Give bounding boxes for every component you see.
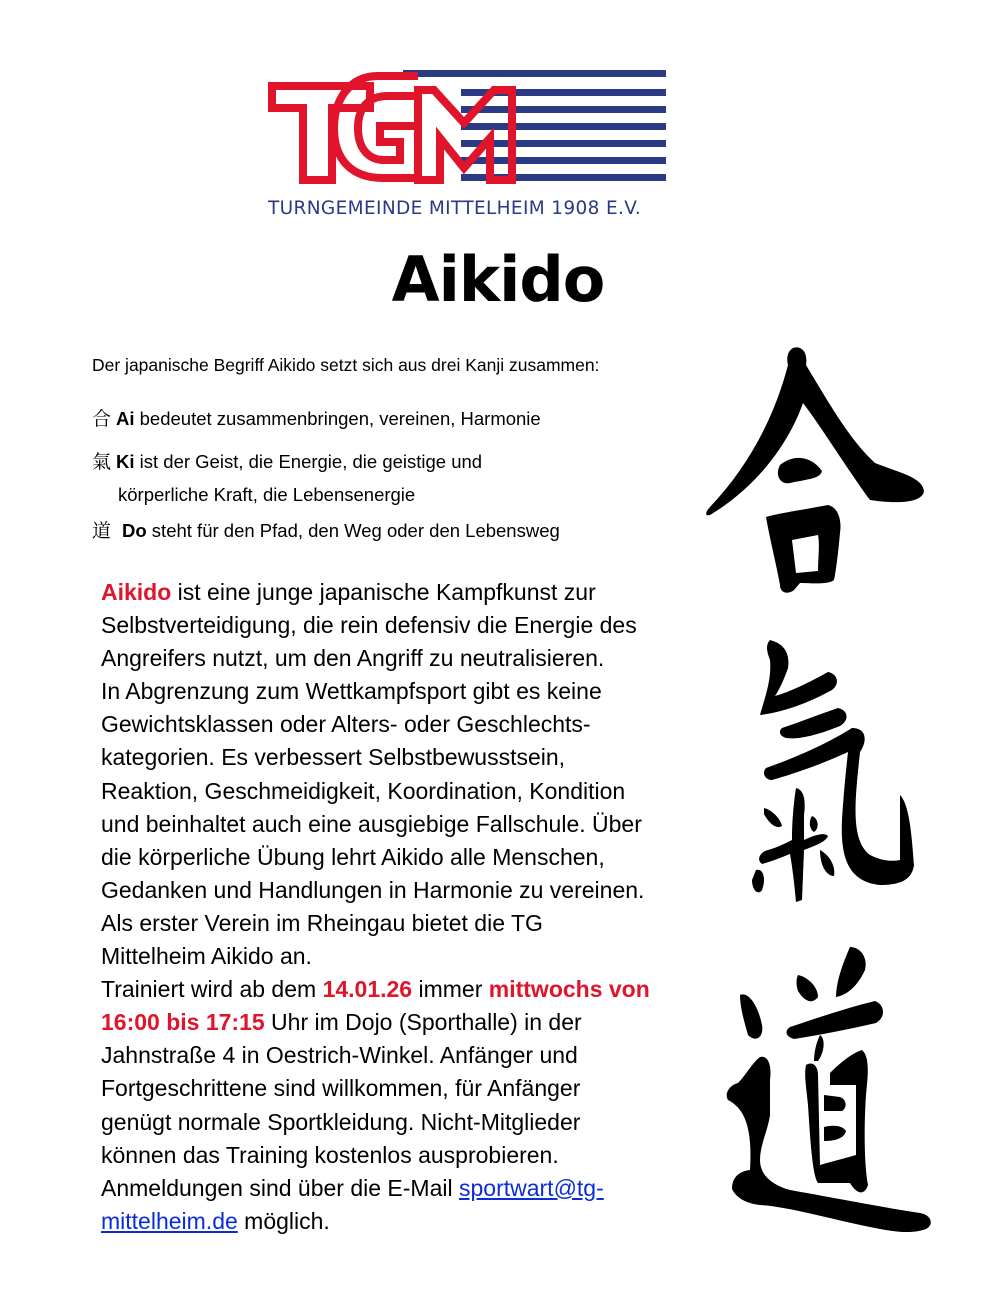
kanji-ai-brush-icon	[706, 347, 924, 592]
body-line: Gewichtsklassen oder Alters- oder Geschlechts-	[101, 711, 591, 738]
registration-text: Anmeldungen sind über die E-Mail	[101, 1174, 459, 1201]
kanji-ki-brush-icon	[752, 640, 914, 902]
kanji-do-glyph: 道	[92, 520, 112, 542]
schedule-line	[101, 1006, 711, 1039]
body-line: Als erster Verein im Rheingau bietet die TG	[101, 909, 543, 936]
kanji-ai-glyph: 合	[92, 408, 112, 430]
schedule-text: Trainiert wird ab dem	[101, 976, 323, 1003]
aikido-calligraphy	[700, 345, 940, 1245]
calligraphy-graphic	[700, 345, 940, 1245]
kanji-item-ki	[92, 448, 482, 476]
body-line-text: ist eine junge japanische Kampfkunst zur	[171, 579, 596, 605]
kanji-do-brush-icon	[727, 947, 931, 1232]
body-line: Gedanken und Handlungen in Harmonie zu vereinen.	[101, 876, 645, 903]
body-line: Fortgeschrittene sind willkommen, für Anfänger	[101, 1075, 581, 1102]
tgm-logo-graphic	[268, 68, 670, 198]
kanji-definition: bedeutet zusammenbringen, vereinen, Harmonie	[134, 408, 541, 429]
body-line: Angreifers nutzt, um den Angriff zu neutralisieren.	[101, 645, 605, 672]
body-line: genügt normale Sportkleidung. Nicht-Mitglieder	[101, 1108, 581, 1135]
kanji-ki-glyph: 氣	[92, 451, 112, 473]
body-line: und beinhaltet auch eine ausgiebige Fallschule. Über	[101, 810, 642, 837]
body-line: kategorien. Es verbessert Selbstbewusstsein,	[101, 744, 566, 771]
email-link[interactable]: sportwart@tg-	[458, 1174, 604, 1201]
kanji-term: Ai	[116, 408, 135, 429]
start-date: 14.01.26	[322, 976, 413, 1003]
body-line: die körperliche Übung lehrt Aikido alle Menschen,	[101, 843, 605, 870]
registration-line	[101, 1205, 711, 1238]
body-line: können das Training kostenlos ausprobieren.	[101, 1141, 559, 1168]
aikido-highlight: Aikido	[101, 579, 172, 605]
intro-text: Der japanische Begriff Aikido setzt sich aus drei Kanji zusammen:	[92, 355, 600, 375]
body-line: Mittelheim Aikido an.	[101, 943, 312, 970]
description-body	[101, 576, 711, 1238]
schedule-line	[101, 973, 711, 1006]
registration-line	[101, 1172, 711, 1205]
kanji-item-ki-continuation	[118, 481, 415, 509]
body-line: In Abgrenzung zum Wettkampfsport gibt es keine	[101, 678, 602, 705]
schedule-text: immer	[412, 976, 489, 1003]
kanji-item-ai	[92, 405, 541, 433]
body-line	[101, 576, 711, 609]
body-line: Reaktion, Geschmeidigkeit, Koordination, Kondition	[101, 777, 626, 804]
tgm-logo	[268, 68, 670, 224]
kanji-definition: steht für den Pfad, den Weg oder den Lebensweg	[146, 520, 560, 541]
kanji-term: Ki	[116, 451, 135, 472]
body-line: Selbstverteidigung, die rein defensiv die Energie des	[101, 612, 637, 639]
logo-subtitle: TURNGEMEINDE MITTELHEIM 1908 E.V.	[268, 198, 642, 219]
email-link-continuation[interactable]: mittelheim.de	[101, 1207, 238, 1234]
training-day: mittwochs von	[488, 976, 650, 1003]
kanji-definition-continuation: körperliche Kraft, die Lebensenergie	[118, 484, 416, 505]
kanji-definition: ist der Geist, die Energie, die geistige und	[134, 451, 483, 472]
registration-text: möglich.	[237, 1207, 330, 1234]
kanji-term: Do	[122, 520, 147, 541]
page-title: Aikido	[391, 243, 605, 316]
training-time: 16:00 bis 17:15	[101, 1009, 265, 1036]
kanji-item-do	[92, 517, 560, 545]
body-line: Jahnstraße 4 in Oestrich-Winkel. Anfänger und	[101, 1042, 578, 1069]
schedule-text: Uhr im Dojo (Sporthalle) in der	[264, 1009, 582, 1036]
